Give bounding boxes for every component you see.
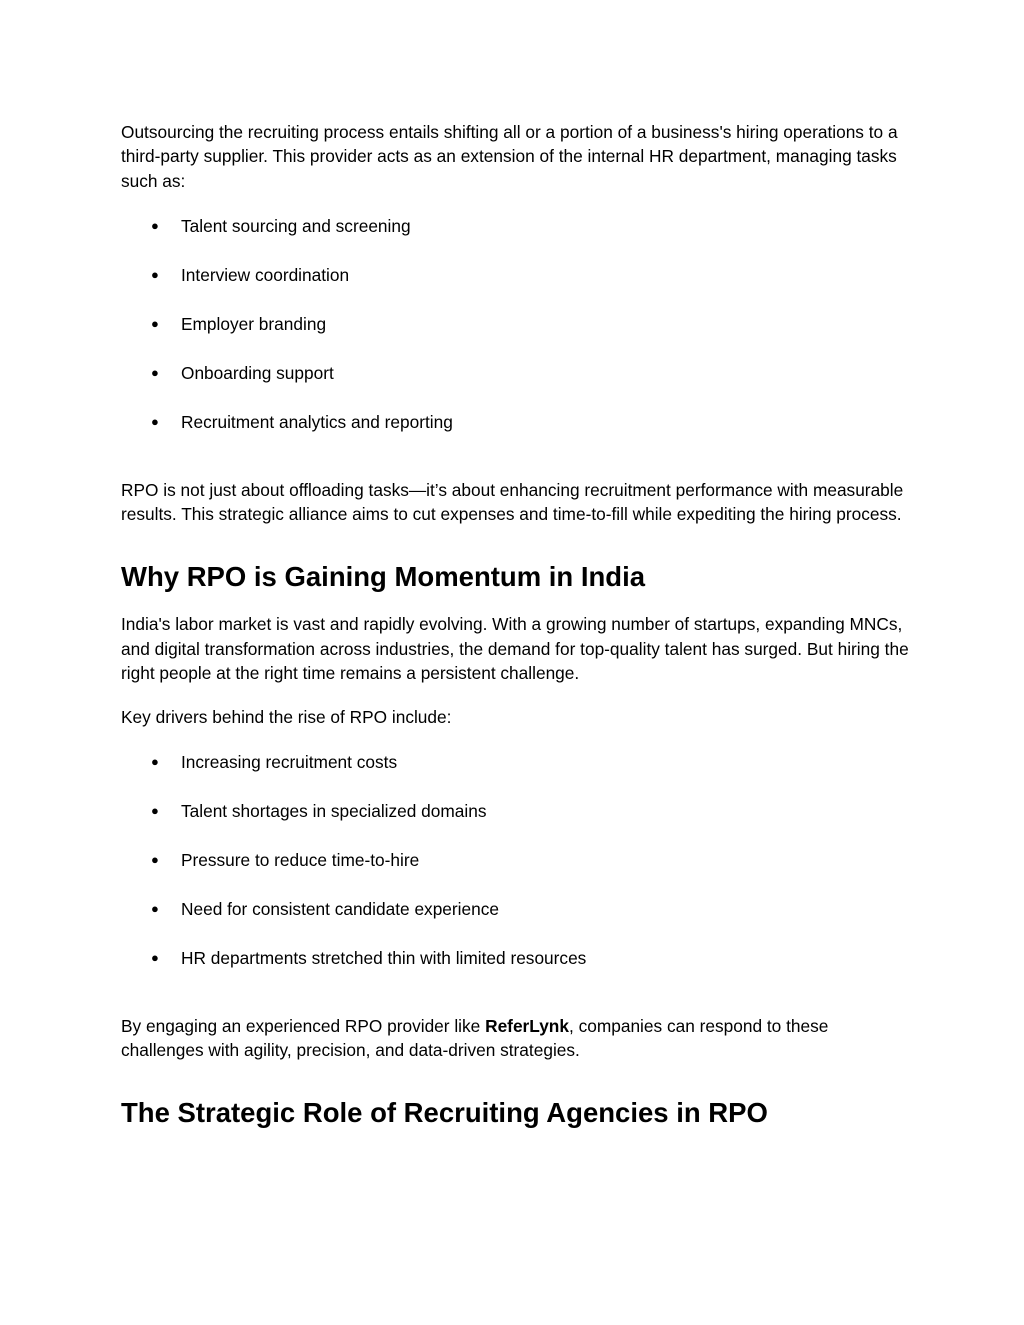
bullet-icon: ● [151,364,159,380]
referlynk-text-after: , companies can respond to these challenges with agility, precision, and data-driven strategies. [121,1015,829,1060]
referlynk-paragraph [121,1014,911,1063]
bullet-icon: ● [151,802,159,818]
list-item-text: Recruitment analytics and reporting [181,411,453,432]
section-heading-momentum: Why RPO is Gaining Momentum in India [121,561,646,593]
list-item-text: Increasing recruitment costs [181,751,398,772]
list-item-text: Need for consistent candidate experience [181,898,499,919]
list-item-text: HR departments stretched thin with limited resources [181,947,587,968]
list-item [121,897,911,921]
list-item-text: Pressure to reduce time-to-hire [181,849,420,870]
list-item-text: Employer branding [181,313,327,334]
drivers-intro: Key drivers behind the rise of RPO include: [121,707,452,728]
list-item [121,410,911,434]
brand-name: ReferLynk [485,1015,569,1036]
bullet-icon: ● [151,413,159,429]
document-page [121,120,911,1130]
list-item [121,361,911,385]
list-item [121,214,911,238]
india-market-paragraph: India's labor market is vast and rapidly evolving. With a growing number of startups, expanding MNCs, and digital transformation across industries, the demand for top-quality talent has surged. But hiring the right people at the right time remains a persistent challenge. [121,614,909,684]
bullet-icon: ● [151,851,159,867]
drivers-list [121,750,911,970]
list-item [121,263,911,287]
list-item [121,750,911,774]
tasks-list [121,214,911,434]
list-item-text: Onboarding support [181,362,334,383]
list-item [121,946,911,970]
bullet-icon: ● [151,949,159,965]
rpo-paragraph: RPO is not just about offloading tasks—it’s about enhancing recruitment performance with measurable results. This strategic alliance aims to cut expenses and time-to-fill while expediting the hiring process. [121,479,904,525]
list-item [121,848,911,872]
bullet-icon: ● [151,266,159,282]
bullet-icon: ● [151,315,159,331]
list-item [121,799,911,823]
list-item-text: Talent shortages in specialized domains [181,800,487,821]
list-item [121,312,911,336]
intro-paragraph: Outsourcing the recruiting process entails shifting all or a portion of a business's hiring operations to a third-party supplier. This provider acts as an extension of the internal HR department, managing tasks such as: [121,122,898,191]
list-item-text: Talent sourcing and screening [181,215,411,236]
referlynk-text-before: By engaging an experienced RPO provider like [121,1015,486,1036]
bullet-icon: ● [151,217,159,233]
section-heading-strategic: The Strategic Role of Recruiting Agencies in RPO [121,1097,768,1129]
bullet-icon: ● [151,753,159,769]
bullet-icon: ● [151,900,159,916]
list-item-text: Interview coordination [181,264,350,285]
